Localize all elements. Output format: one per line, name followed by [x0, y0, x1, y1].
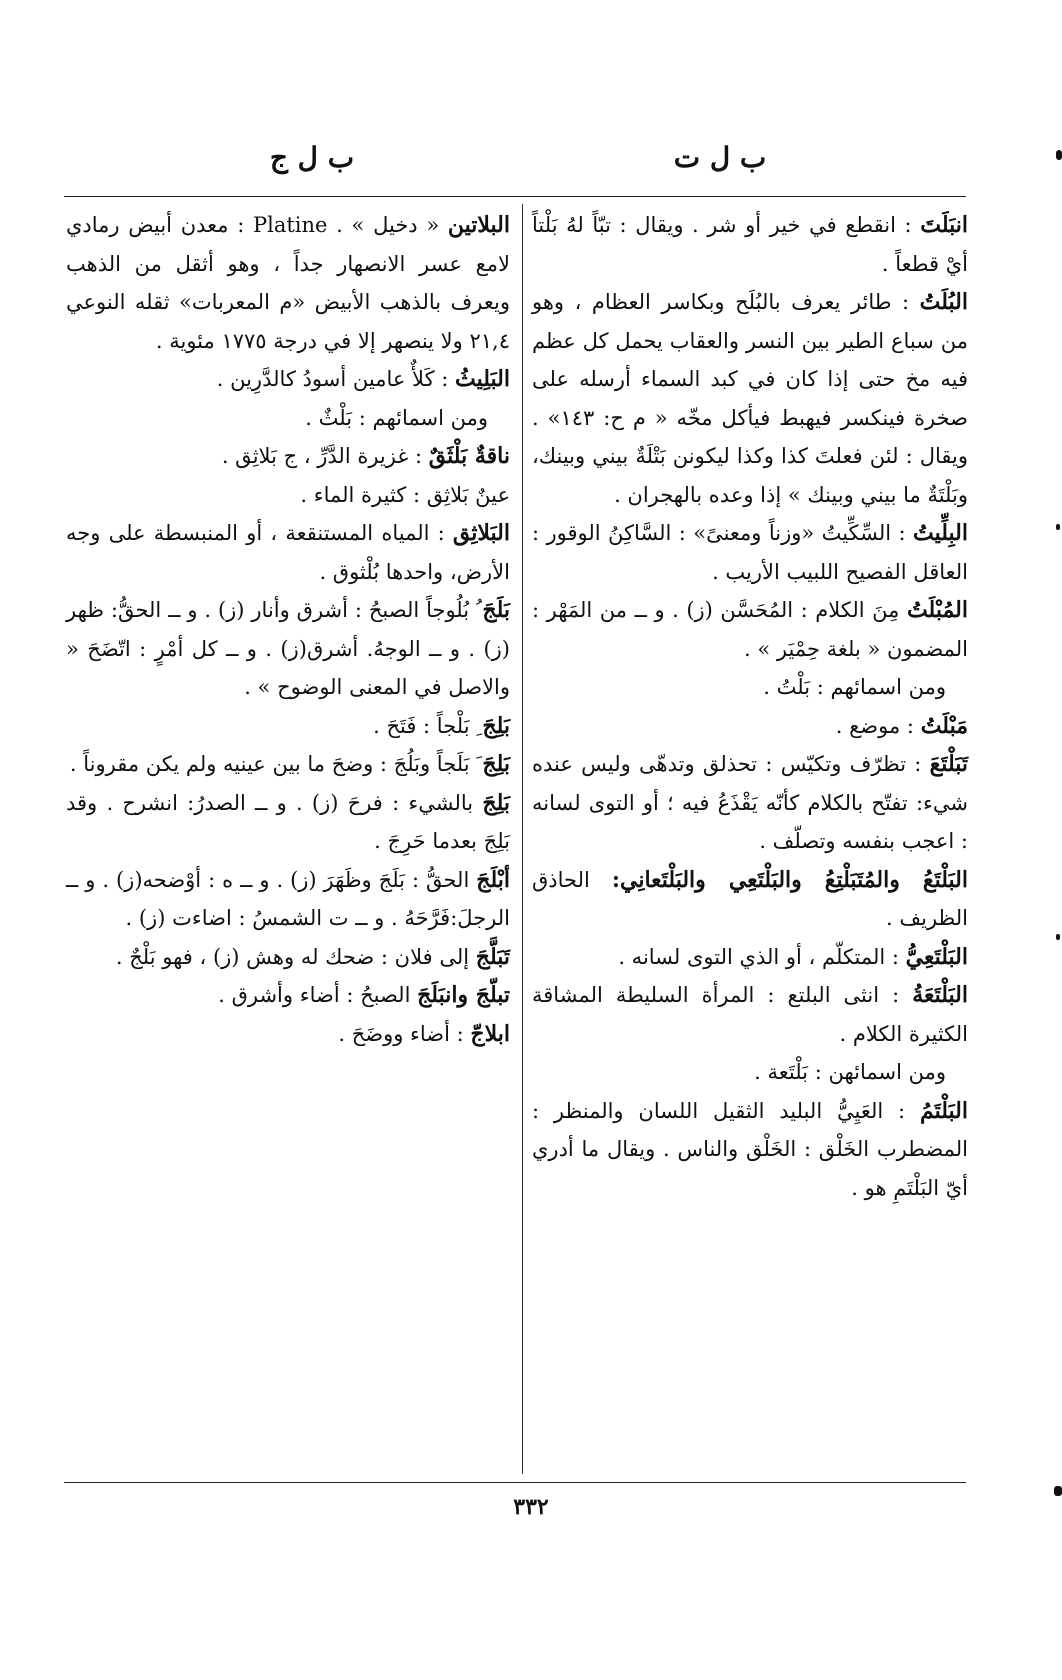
entry: [532, 591, 968, 668]
definition: : المياه المستنقعة ، أو المنبسطة على وجه الأرض، واحدها بُلْثوق .: [66, 521, 510, 584]
headword: البَلِيثُ: [455, 366, 510, 392]
entry: [532, 976, 968, 1053]
entry: [66, 861, 510, 938]
scan-edge-mark: [1056, 150, 1062, 160]
headword: تَبَلَّجَ: [475, 943, 510, 970]
headword: البَلْتَعُ والمُتَبَلْتِعُ والبَلْتَعِي والبَلْتَعانِي:: [611, 866, 968, 893]
definition: : انثى البلتع : المرأة السليطة المشاقة الكثيرة الكلام .: [532, 983, 968, 1046]
entry-note: [532, 1053, 968, 1092]
entry: [66, 784, 510, 861]
entry: [66, 437, 510, 476]
definition: : انقطع في خير أو شر . ويقال : تبّاً لهُ بَلْتاً أيْ قطعاً .: [532, 213, 968, 276]
headword: بَلِجَ: [482, 712, 510, 739]
definition: : أضاء ووضَحَ .: [338, 1021, 464, 1046]
entry: [66, 514, 510, 591]
entry: [532, 1092, 968, 1208]
entry: [532, 707, 968, 746]
headword: أبْلَجَ: [476, 866, 510, 893]
bottom-rule: [64, 1482, 966, 1483]
page-header: [0, 138, 1062, 188]
entry-note: [66, 476, 510, 515]
definition: ومن اسمائهن : بَلْتَعة .: [754, 1060, 946, 1084]
definition: : غزيرة الدَّرِّ ، ج بَلاثِق .: [221, 444, 423, 468]
headword: تَبَلْتَعَ: [929, 751, 968, 777]
headword: البُلَتُ: [919, 289, 968, 315]
page-number: ٣٣٢: [513, 1494, 549, 1520]
column-divider: [522, 204, 523, 1474]
entry: [66, 360, 510, 399]
entry-note: [532, 668, 968, 707]
definition: ومن اسمائهم : بَلْثٌ .: [305, 405, 488, 430]
definition: ِ بَلْجاً : فَتَحَ .: [373, 713, 477, 738]
entry: [66, 707, 510, 746]
headword: ناقةٌ بَلْثَقٌ: [428, 443, 510, 469]
entry: [66, 938, 510, 977]
definition: : كَلأٌ عامين أسودُ كالدَّرِين .: [216, 367, 449, 391]
headword: المُبْلَتُ: [906, 597, 968, 623]
headword: تبلّجَ وانبَلَجَ: [417, 982, 510, 1008]
entry: [532, 283, 968, 514]
entry: [532, 206, 968, 283]
definition: الحاذق الظريف .: [532, 867, 968, 930]
headword: البَلْتَعَةُ: [912, 982, 968, 1008]
entry: [532, 938, 968, 977]
definition: مِنَ الكلام : المُحَسَّن (ز) . و ــ من المَهْر : المضمون « بلغة حِمْيَر » .: [532, 598, 968, 661]
left-column-root-title: ب ل ج: [269, 141, 355, 174]
definition: إلى فلان : ضحك له وهش (ز) ، فهو بَلْجٌ .: [115, 944, 470, 969]
definition: ُ بُلُوجاً الصبحُ : أشرق وأنار (ز) . و ــ الحقُّ: ظهر (ز) . و ــ الوجهُ. أشرق(ز) . و ــ كل أمْرٍ : اتّضَحَ « والاصل في المعنى الوضوح » .: [66, 598, 510, 699]
scan-edge-mark: [1056, 524, 1060, 530]
definition: عينٌ بَلاثِق : كثيرة الماء .: [300, 482, 510, 507]
entry: [532, 745, 968, 861]
entry-note: [66, 399, 510, 438]
headword: انبَلَتَ: [920, 212, 968, 238]
definition: « دخيل » . Platine : معدن أبيض رمادي لامع عسر الانصهار جداً ، وهو أثقل من الذهب ويعرف بالذهب الأبيض «م المعربات» ثقله النوعي ٢١,٤ ولا ينصهر إلا في درجة ١٧٧٥ مئوية .: [66, 213, 510, 353]
entry: [532, 861, 968, 938]
headword: مَبْلَتُ: [920, 712, 968, 739]
headword: البَلاثِق: [452, 520, 510, 546]
definition: : العَيِيُّ البليد الثقيل اللسان والمنظر : المضطرب الخَلْق : الخَلْق والناس . ويقال ما أدري أيّ البَلْتَمِ هو .: [532, 1098, 968, 1200]
entry: [66, 206, 510, 360]
entry: [66, 591, 510, 707]
right-column: [532, 206, 968, 1207]
headword: بَلَجَ: [482, 597, 511, 623]
right-column-root-title: ب ل ت: [673, 141, 767, 174]
scan-edge-mark: [1054, 1486, 1062, 1496]
headword: ابلاجّ: [470, 1020, 510, 1047]
headword: البَلْتَمُ: [919, 1097, 968, 1124]
definition: الحقُّ : بَلَجَ وظَهَرَ (ز) . و ــ ه : أوْضحه(ز) . و ــ الرجلَ:فَرَّحَهُ . و ــ ت الشمسُ : اضاءت (ز) .: [66, 867, 510, 930]
definition: َ بَلَجاً وبَلُجَ : وضحَ ما بين عينيه ولم يكن مقروناً .: [69, 752, 477, 776]
definition: بالشيء : فرحَ (ز) . و ــ الصدرُ: انشرح . وقد بَلِجَ بعدما حَرِجَ .: [66, 790, 510, 853]
entry: [66, 745, 510, 784]
definition: الصبحُ : أضاء وأشرق .: [218, 983, 411, 1007]
definition: : المتكلّم ، أو الذي التوى لسانه .: [618, 944, 899, 969]
headword: بَلِجَ: [482, 789, 510, 816]
entry: [66, 1015, 510, 1054]
headword: البلاتين: [447, 212, 510, 238]
definition: : طائر يعرف بالبُلَح وبكاسر العظام ، وهو من سباع الطير بين النسر والعقاب يحمل كل عظم فيه مخ حتى إذا كان في كبد السماء أرسله على صخرة فينكسر فيهبط فيأكل مخّه « م ح: ١٤٣» . ويقال : لئن فعلتَ كذا وكذا ليكونن بَتْلَةٌ بيني وبينك، وبَلْتَةٌ ما بيني وبينك » إذا وعده بالهجران .: [532, 290, 968, 507]
definition: : السِّكِّيتُ «وزناً ومعنىً» : السَّاكِنُ الوقور : العاقل الفصيح اللبيب الأريب .: [532, 521, 968, 584]
entry: [532, 514, 968, 591]
definition: ومن اسمائهم : بَلْتُ .: [763, 675, 946, 699]
scan-edge-mark: [1056, 934, 1060, 940]
headword: البِلِّيتُ: [913, 520, 968, 546]
top-rule: [64, 196, 966, 197]
definition: : تظرّف وتكيّس : تحذلق وتدهّى وليس عنده شيء: تفتّح بالكلام كأنّه يَقْذَعُ فيه ؛ أو التوى لسانه : اعجب بنفسه وتصلّف .: [532, 752, 968, 853]
left-column: [66, 206, 510, 1053]
headword: البَلْتَعِيُّ: [905, 943, 968, 970]
entry: [66, 976, 510, 1015]
headword: بَلِجَ: [482, 751, 510, 777]
definition: : موضع .: [835, 713, 914, 738]
